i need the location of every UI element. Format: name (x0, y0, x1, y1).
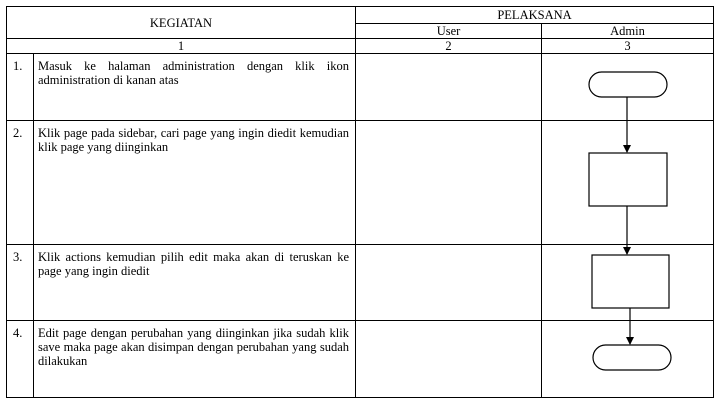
pelaksana-header: PELAKSANA (356, 7, 714, 24)
process-box-edit-page (592, 255, 669, 308)
column-number-3: 3 (542, 39, 714, 54)
column-number-2: 2 (356, 39, 542, 54)
user-header: User (356, 24, 542, 39)
activity-text: Klik page pada sidebar, cari page yang ingin diedit kemudian klik page yang diinginkan (34, 121, 356, 245)
row-number: 1. (7, 54, 34, 121)
row-number: 4. (7, 321, 34, 398)
activity-text: Klik actions kemudian pilih edit maka akan di teruskan ke page yang ingin diedit (34, 245, 356, 321)
row-number: 3. (7, 245, 34, 321)
activity-text: Edit page dengan perubahan yang diinginkan jika sudah klik save maka page akan disimpan dengan perubahan yang sudah dilakukan (34, 321, 356, 398)
process-box-select-page (589, 153, 667, 206)
end-terminator (593, 345, 671, 370)
admin-header: Admin (542, 24, 714, 39)
kegiatan-header: KEGIATAN (7, 7, 356, 39)
column-number-1: 1 (7, 39, 356, 54)
row-number: 2. (7, 121, 34, 245)
activity-text: Masuk ke halaman administration dengan klik ikon administration di kanan atas (34, 54, 356, 121)
start-terminator (589, 72, 667, 97)
